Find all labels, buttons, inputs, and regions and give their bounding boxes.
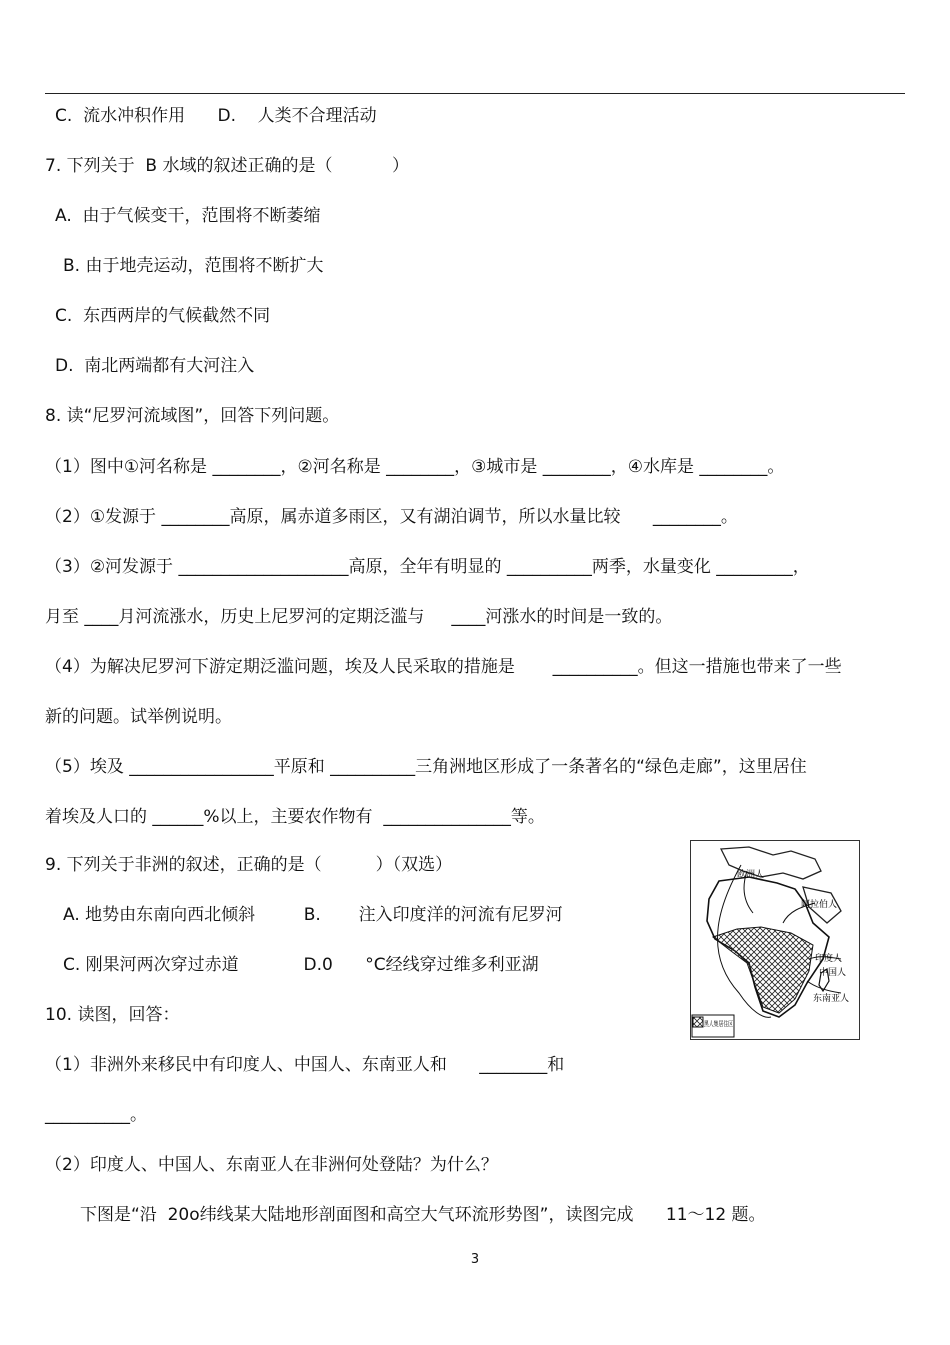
label-southeast-asians: 东南亚人 <box>813 994 850 1004</box>
q7-option-d: D. 南北两端都有大河注入 <box>55 356 255 376</box>
africa-migration-map <box>690 840 860 1040</box>
q10-part2: （2）印度人、中国人、东南亚人在非洲何处登陆？为什么？ <box>45 1155 498 1175</box>
label-indians: 印度人 <box>815 954 843 964</box>
label-chinese: 中国人 <box>819 968 847 978</box>
legend-swatch <box>693 1017 703 1027</box>
q8-stem: 8. 读“尼罗河流域图”，回答下列问题。 <box>45 406 340 426</box>
q10-part1-cont: __________。 <box>45 1105 147 1125</box>
header-rule <box>45 93 905 94</box>
q8-part2: （2）①发源于 ________高原，属赤道多雨区，又有湖泊调节，所以水量比较 ________。 <box>45 507 738 527</box>
q9-options-cd: C. 刚果河两次穿过赤道 D.0 °C经线穿过维多利亚湖 <box>63 955 539 975</box>
label-europeans: 欧洲人 <box>737 870 765 880</box>
q11-12-intro: 下图是“沿 20o纬线某大陆地形剖面图和高空大气环流形势图”，读图完成 11～12 题。 <box>80 1205 766 1225</box>
q8-part5: （5）埃及 _________________平原和 __________三角洲地区形成了一条著名的“绿色走廊”，这里居住 <box>45 757 807 777</box>
q9-stem: 9. 下列关于非洲的叙述，正确的是（ ）（双选） <box>45 855 453 875</box>
page-number: 3 <box>470 1252 480 1267</box>
q7-stem: 7. 下列关于 B 水域的叙述正确的是（ ） <box>45 156 409 176</box>
q8-part1: （1）图中①河名称是 ________，②河名称是 ________，③城市是 ________，④水库是 ________。 <box>45 457 785 477</box>
q10-part1: （1）非洲外来移民中有印度人、中国人、东南亚人和 ________和 <box>45 1055 565 1075</box>
africa-migration-map-svg <box>691 841 859 1039</box>
q8-part4-cont: 新的问题。试举例说明。 <box>45 707 232 727</box>
q8-part3-cont: 月至 ____月河流涨水，历史上尼罗河的定期泛滥与 ____河涨水的时间是一致的。 <box>45 607 673 627</box>
q7-option-a: A. 由于气候变干，范围将不断萎缩 <box>55 206 321 226</box>
q7-option-b: B. 由于地壳运动，范围将不断扩大 <box>63 256 324 276</box>
q7-option-c: C. 东西两岸的气候截然不同 <box>55 306 271 326</box>
q8-part4: （4）为解决尼罗河下游定期泛滥问题，埃及人民采取的措施是 __________。但这一措施也带来了一些 <box>45 657 842 677</box>
label-arabs: 阿拉伯人 <box>801 900 838 910</box>
q8-part3: （3）②河发源于 ____________________高原，全年有明显的 __________两季，水量变化 _________， <box>45 557 810 577</box>
q10-stem: 10. 读图，回答： <box>45 1005 180 1025</box>
q6-options-cd: C. 流水冲积作用 D. 人类不合理活动 <box>55 106 377 126</box>
q8-part5-cont: 着埃及人口的 ______%以上，主要农作物有 _______________等。 <box>45 807 545 827</box>
q9-options-ab: A. 地势由东南向西北倾斜 B. 注入印度洋的河流有尼罗河 <box>63 905 563 925</box>
legend-label: 黑人集居住区 <box>704 1020 746 1028</box>
